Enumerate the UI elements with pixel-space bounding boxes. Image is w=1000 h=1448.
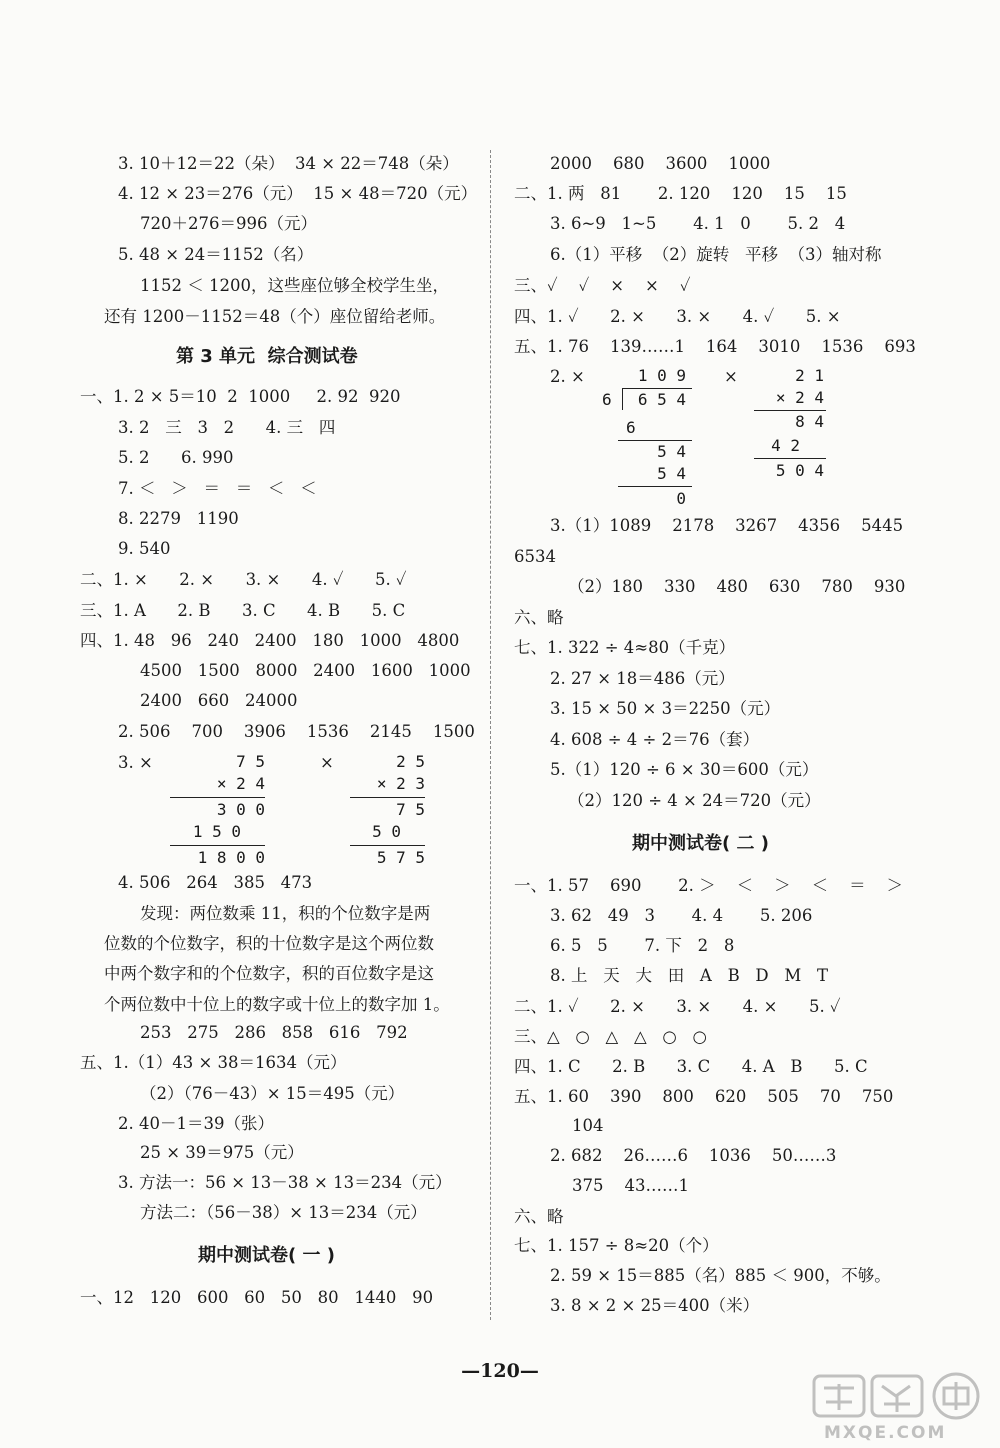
answer-line: 25 × 39＝975（元） [140, 1143, 304, 1162]
answer-line: 七、1. 157 ÷ 8≈20（个） [514, 1236, 719, 1255]
answer-line: 四、1. 48 96 240 2400 180 1000 4800 [80, 631, 460, 650]
vertical-multiplication-21x24 [750, 366, 834, 480]
answer-line: 104 [572, 1116, 604, 1135]
answer-line: 一、1. 2 × 5＝10 2 1000 2. 92 920 [80, 387, 401, 406]
answer-line: 4. 12 × 23＝276（元） 15 × 48＝720（元） [118, 184, 478, 203]
answer-line: 四、1. ✓ 2. × 3. × 4. ✓ 5. × [514, 307, 841, 326]
calc-rule [170, 845, 265, 846]
column-divider [490, 150, 491, 1320]
watermark-text: MXQE.COM [824, 1423, 947, 1443]
calc-rule [618, 440, 692, 441]
calc-row: 5 0 4 [775, 461, 824, 480]
section-heading: 期中测试卷( 二 ) [632, 833, 769, 854]
answer-line: 720＋276＝996（元） [140, 214, 317, 233]
calc-row: × 2 3 [376, 774, 425, 793]
answer-line: 3. 62 49 3 4. 4 5. 206 [550, 906, 813, 925]
calc-rule [618, 486, 692, 487]
answer-line: 3. 8 × 2 × 25＝400（米） [550, 1296, 760, 1315]
answer-line: 四、1. C 2. B 3. C 4. A B 5. C [514, 1057, 868, 1076]
answer-line: 2. 40－1＝39（张） [118, 1114, 274, 1133]
answer-line: 2. 506 700 3906 1536 2145 1500 [118, 722, 475, 741]
answer-line: 3. 15 × 50 × 3＝2250（元） [550, 699, 781, 718]
calc-rule [350, 845, 425, 846]
answer-line: 位数的个位数字，积的十位数字是这个两位数 [104, 934, 434, 953]
long-division-654-by-6 [600, 366, 700, 511]
answer-line: 3. 方法一：56 × 13－38 × 13＝234（元） [118, 1173, 452, 1192]
answer-line: 7. ＜ ＞ ＝ ＝ ＜ ＜ [118, 479, 317, 498]
vertical-multiplication-25x23 [345, 752, 435, 872]
answer-line: 方法二：（56－38）× 13＝234（元） [140, 1203, 427, 1222]
calc-row: 3 0 0 [216, 800, 265, 819]
answer-line: 6534 [514, 547, 556, 566]
answer-line: 1152 ＜ 1200，这些座位够全校学生坐， [140, 276, 449, 295]
answer-line: 6.（1）平移 （2）旋转 平移 （3）轴对称 [550, 245, 882, 264]
answer-line: 4. 608 ÷ 4 ÷ 2＝76（套） [550, 730, 760, 749]
answer-line: × [320, 753, 334, 772]
answer-line: 五、1. 60 390 800 620 505 70 750 [514, 1087, 894, 1106]
answer-line: 4. 506 264 385 473 [118, 873, 313, 892]
division-bracket [622, 388, 623, 410]
calc-row: 5 0 [372, 822, 401, 841]
answer-line: 三、△ ○ △ △ ○ ○ [514, 1027, 707, 1046]
answer-line: （2）180 330 480 630 780 930 [568, 577, 906, 596]
calc-row: 6 5 4 [637, 390, 686, 409]
calc-row: 6 [602, 390, 612, 409]
answer-line: 2400 660 24000 [140, 691, 298, 710]
section-heading: 第 3 单元 综合测试卷 [176, 346, 358, 367]
calc-row: 1 5 0 [192, 822, 241, 841]
calc-row: × 2 4 [775, 388, 824, 407]
answer-line: 五、1. 76 139……1 164 3010 1536 693 [514, 337, 916, 356]
calc-row: 1 0 9 [637, 366, 686, 385]
answer-line: 一、1. 57 690 2. ＞ ＜ ＞ ＜ ＝ ＞ [514, 876, 904, 895]
answer-line: 5. 48 × 24＝1152（名） [118, 245, 314, 264]
vertical-multiplication-75x24 [165, 752, 275, 872]
answer-line: 2000 680 3600 1000 [550, 154, 771, 173]
calc-row: × 2 4 [216, 774, 265, 793]
answer-line: 二、1. 两 81 2. 120 120 15 15 [514, 184, 847, 203]
answer-line: （2）（76－43）× 15＝495（元） [140, 1084, 405, 1103]
answer-line: 七、1. 322 ÷ 4≈80（千克） [514, 638, 736, 657]
answer-line: × [724, 367, 738, 386]
calc-row: 2 1 [795, 366, 824, 385]
calc-rule [754, 410, 826, 411]
answer-line: 个两位数中十位上的数字或十位上的数字加 1。 [104, 995, 450, 1014]
answer-line: 375 43……1 [572, 1176, 689, 1195]
answer-line: 二、1. × 2. × 3. × 4. ✓ 5. ✓ [80, 570, 407, 589]
calc-rule [170, 797, 265, 798]
answer-line: 中两个数字和的个位数字，积的百位数字是这 [104, 964, 434, 983]
answer-line: 三、1. A 2. B 3. C 4. B 5. C [80, 601, 406, 620]
answer-line: 5.（1）120 ÷ 6 × 30＝600（元） [550, 760, 819, 779]
answer-line: 3. 2 三 3 2 4. 三 四 [118, 418, 336, 437]
calc-rule [350, 797, 425, 798]
watermark-logo [810, 1372, 990, 1444]
answer-line: 六、略 [514, 608, 564, 627]
calc-row: 6 [626, 418, 636, 437]
answer-line: 2. 27 × 18＝486（元） [550, 669, 735, 688]
calc-row: 7 5 [236, 752, 265, 771]
answer-line: 8. 2279 1190 [118, 509, 239, 528]
calc-row: 1 8 0 0 [197, 848, 265, 867]
calc-rule [622, 388, 692, 389]
answer-line: 还有 1200－1152＝48（个）座位留给老师。 [104, 307, 446, 326]
answer-line: 3. 10＋12＝22（朵） 34 × 22＝748（朵） [118, 154, 459, 173]
calc-row: 2 5 [396, 752, 425, 771]
calc-row: 5 7 5 [376, 848, 425, 867]
calc-row: 5 4 [657, 464, 686, 483]
answer-line: 3. 6~9 1~5 4. 1 0 5. 2 4 [550, 214, 846, 233]
answer-line: 三、✓ ✓ × × ✓ [514, 276, 691, 295]
answer-line: 五、1.（1）43 × 38＝1634（元） [80, 1053, 347, 1072]
answer-line: 2. 59 × 15＝885（名）885 ＜ 900，不够。 [550, 1266, 891, 1285]
calc-rule [754, 458, 826, 459]
calc-row: 0 [676, 489, 686, 508]
calc-row: 7 5 [396, 800, 425, 819]
answer-line: 4500 1500 8000 2400 1600 1000 [140, 661, 471, 680]
answer-line: 9. 540 [118, 539, 171, 558]
answer-line: 发现：两位数乘 11，积的个位数字是两 [140, 904, 431, 923]
answer-line: 6. 5 5 7. 下 2 8 [550, 936, 735, 955]
calc-row: 5 4 [657, 442, 686, 461]
answer-line: 二、1. ✓ 2. × 3. × 4. × 5. ✓ [514, 997, 841, 1016]
answer-line: （2）120 ÷ 4 × 24＝720（元） [568, 791, 821, 810]
answer-line: 3.（1）1089 2178 3267 4356 5445 [550, 516, 904, 535]
answer-line: 2. 682 26……6 1036 50……3 [550, 1146, 837, 1165]
answer-line: 3. × [118, 753, 153, 772]
answer-line: 2. × [550, 367, 585, 386]
section-heading: 期中测试卷( 一 ) [198, 1245, 335, 1266]
calc-row: 4 2 [771, 436, 800, 455]
answer-line: 253 275 286 858 616 792 [140, 1023, 408, 1042]
answer-line: 8. 上 天 大 田 A B D M T [550, 966, 829, 985]
answer-line: 5. 2 6. 990 [118, 448, 234, 467]
page-number: —120— [461, 1360, 539, 1382]
answer-line: 一、12 120 600 60 50 80 1440 90 [80, 1288, 434, 1307]
answer-line: 六、略 [514, 1207, 564, 1226]
calc-row: 8 4 [795, 412, 824, 431]
watermark-graphic [810, 1372, 990, 1444]
